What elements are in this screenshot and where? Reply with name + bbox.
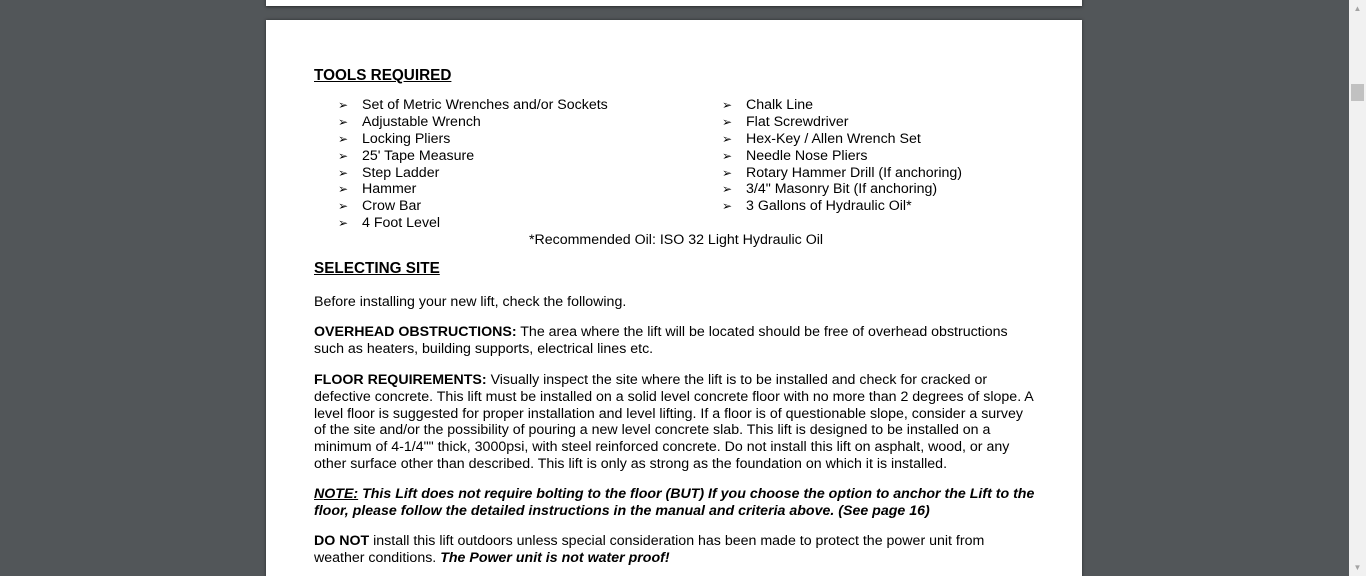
overhead-paragraph xyxy=(314,324,1038,358)
donot-label: DO NOT xyxy=(314,532,370,549)
oil-note: *Recommended Oil: ISO 32 Light Hydraulic Oil xyxy=(528,232,824,249)
tool-item-label: Locking Pliers xyxy=(362,130,451,147)
floor-paragraph xyxy=(314,372,1038,473)
tool-item-label: 3 Gallons of Hydraulic Oil* xyxy=(746,198,912,215)
tool-item xyxy=(338,198,722,215)
donot-bold: The Power unit is not water proof! xyxy=(440,549,670,566)
document-page xyxy=(266,20,1082,576)
tools-list xyxy=(314,97,1038,232)
tool-item xyxy=(722,114,1022,131)
floor-label: FLOOR REQUIREMENTS: xyxy=(314,371,487,388)
tool-item xyxy=(722,148,1022,165)
arrow-bullet-icon: ➢ xyxy=(722,182,733,197)
scroll-down-arrow-icon[interactable]: ▼ xyxy=(1353,563,1362,572)
tool-item-label: Flat Screwdriver xyxy=(746,113,849,130)
arrow-bullet-icon: ➢ xyxy=(338,97,349,112)
note-paragraph xyxy=(314,486,1038,520)
tool-item xyxy=(722,165,1022,182)
arrow-bullet-icon: ➢ xyxy=(722,165,733,180)
tool-item xyxy=(722,198,1022,215)
note-label: NOTE: xyxy=(314,486,359,503)
overhead-text: The area where the lift will be located should be free of overhead obstructions such as heaters, building supports, electrical lines etc. xyxy=(314,323,1008,357)
tool-item-label: 3/4" Masonry Bit (If anchoring) xyxy=(746,181,938,198)
tool-item-label: Hex-Key / Allen Wrench Set xyxy=(746,130,921,147)
page-content xyxy=(314,68,1038,567)
tools-left-column xyxy=(314,97,722,232)
donot-text: install this lift outdoors unless special consideration has been made to protect the power unit from weather conditions. xyxy=(314,532,985,566)
site-intro: Before installing your new lift, check the following. xyxy=(314,293,627,310)
tool-item xyxy=(338,114,722,131)
scrollbar-thumb[interactable] xyxy=(1351,84,1364,101)
tool-item xyxy=(338,131,722,148)
arrow-bullet-icon: ➢ xyxy=(338,148,349,163)
tool-item-label: Rotary Hammer Drill (If anchoring) xyxy=(746,164,963,181)
tool-item xyxy=(722,181,1022,198)
tool-item-label: Step Ladder xyxy=(362,164,440,181)
floor-text: Visually inspect the site where the lift is to be installed and check for cracked or defective concrete. This lift must be installed on a solid level concrete floor with no more than 2 degrees of slope. A level floor is suggested for proper installation and level lifting. If a floor is of questionable slope, consider a survey of the site and/or the possibility of pouring a new level concrete slab. This lift is designed to be installed on a minimum of 4-1/4"" thick, 3000psi, with steel reinforced concrete. Do not install this lift on asphalt, wood, or any other surface other than described. This lift is only as strong as the foundation on which it is installed. xyxy=(314,371,1033,473)
scroll-up-arrow-icon[interactable]: ▲ xyxy=(1353,4,1362,13)
tool-item-label: Crow Bar xyxy=(362,198,422,215)
arrow-bullet-icon: ➢ xyxy=(338,131,349,146)
tool-item xyxy=(338,148,722,165)
vertical-scrollbar[interactable] xyxy=(1349,0,1366,576)
tool-item xyxy=(338,97,722,114)
arrow-bullet-icon: ➢ xyxy=(722,148,733,163)
site-heading: SELECTING SITE xyxy=(314,260,440,278)
tool-item xyxy=(722,131,1022,148)
tool-item-label: Chalk Line xyxy=(746,96,814,113)
tool-item xyxy=(338,165,722,182)
tool-item-label: Needle Nose Pliers xyxy=(746,147,868,164)
arrow-bullet-icon: ➢ xyxy=(338,216,349,231)
arrow-bullet-icon: ➢ xyxy=(338,165,349,180)
tool-item xyxy=(338,215,722,232)
arrow-bullet-icon: ➢ xyxy=(722,131,733,146)
tool-item xyxy=(722,97,1022,114)
tools-right-column xyxy=(722,97,1022,232)
arrow-bullet-icon: ➢ xyxy=(722,97,733,112)
tools-heading: TOOLS REQUIRED xyxy=(314,67,452,84)
arrow-bullet-icon: ➢ xyxy=(338,114,349,129)
note-text: This Lift does not require bolting to the floor (BUT) If you choose the option to anchor the Lift to the floor, please follow the detailed instructions in the manual and criteria above. (See page 16) xyxy=(314,486,1035,520)
tool-item-label: 25' Tape Measure xyxy=(362,147,475,164)
tool-item-label: Hammer xyxy=(362,181,417,198)
tool-item-label: Adjustable Wrench xyxy=(362,113,481,130)
arrow-bullet-icon: ➢ xyxy=(722,114,733,129)
arrow-bullet-icon: ➢ xyxy=(338,182,349,197)
tool-item-label: 4 Foot Level xyxy=(362,215,441,232)
tool-item-label: Set of Metric Wrenches and/or Sockets xyxy=(362,96,608,113)
arrow-bullet-icon: ➢ xyxy=(722,199,733,214)
tool-item xyxy=(338,181,722,198)
arrow-bullet-icon: ➢ xyxy=(338,199,349,214)
previous-page xyxy=(266,0,1082,6)
donot-paragraph xyxy=(314,533,1038,567)
overhead-label: OVERHEAD OBSTRUCTIONS: xyxy=(314,323,517,340)
